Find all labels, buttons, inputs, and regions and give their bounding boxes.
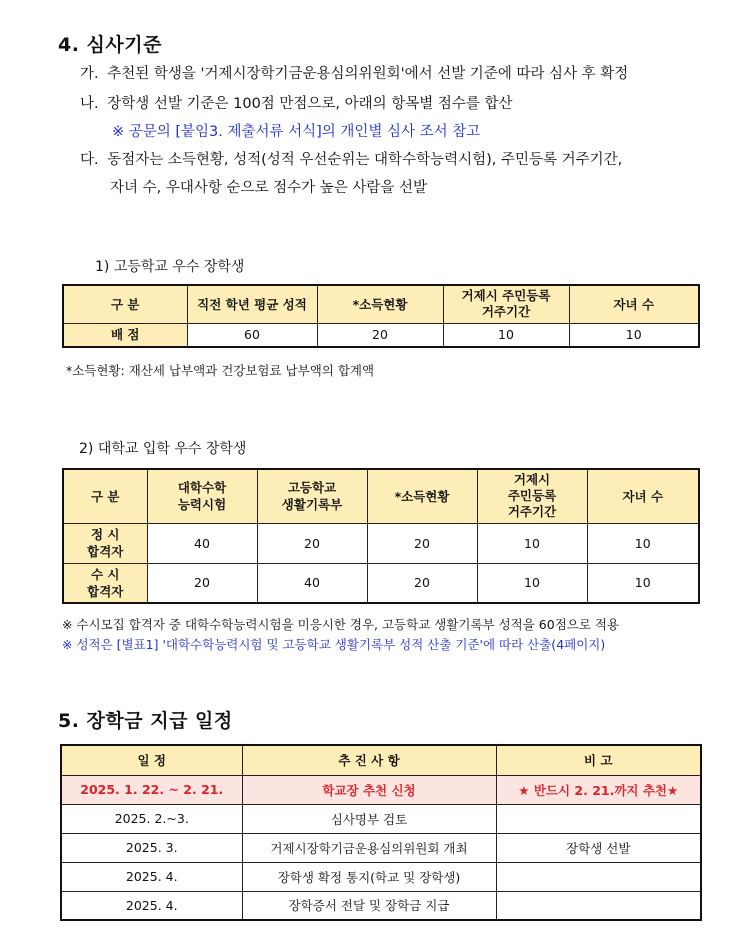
table1-header: 자녀 수 — [569, 285, 699, 323]
schedule-task: 장학증서 전달 및 장학금 지급 — [242, 891, 496, 920]
schedule-note — [496, 891, 701, 920]
table1-header: 직전 학년 평균 성적 — [187, 285, 317, 323]
item-marker: 다. — [80, 152, 99, 168]
table-cell: 40 — [257, 563, 367, 603]
table-row — [61, 804, 701, 833]
table-cell: 10 — [477, 563, 587, 603]
table-cell: 20 — [367, 563, 477, 603]
item-marker: 나. — [80, 96, 99, 112]
table1-header: *소득현황 — [317, 285, 443, 323]
table-cell: 10 — [443, 323, 569, 347]
schedule-header-row — [61, 745, 701, 775]
item-reference-note: ※ 공문의 [붙임3. 제출서류 서식]의 개인별 심사 조서 참고 — [112, 124, 481, 140]
table-cell: 10 — [569, 323, 699, 347]
schedule-header: 일 정 — [61, 745, 242, 775]
table-row — [61, 891, 701, 920]
item-da-continued: 자녀 수, 우대사항 순으로 점수가 높은 사람을 선발 — [110, 180, 428, 196]
table2-header: 거제시 주민등록 거주기간 — [477, 469, 587, 523]
table1-header: 구 분 — [63, 285, 187, 323]
table-row — [61, 862, 701, 891]
item-ga — [80, 62, 628, 83]
table2-header: 구 분 — [63, 469, 147, 523]
section4-title: 4. 심사기준 — [58, 34, 162, 56]
schedule-note: 장학생 선발 — [496, 833, 701, 862]
table-cell: 40 — [147, 523, 257, 563]
schedule-task: 심사명부 검토 — [242, 804, 496, 833]
schedule-date: 2025. 1. 22. ~ 2. 21. — [61, 775, 242, 804]
section5-title: 5. 장학금 지급 일정 — [58, 710, 233, 732]
schedule-date: 2025. 2.~3. — [61, 804, 242, 833]
table1-footnote: *소득현황: 재산세 납부액과 건강보험료 납부액의 합계액 — [66, 363, 375, 378]
schedule-note: ★ 반드시 2. 21.까지 추천★ — [496, 775, 701, 804]
schedule-task: 학교장 추천 신청 — [242, 775, 496, 804]
table-row — [61, 833, 701, 862]
table-row — [61, 775, 701, 804]
table2-header: *소득현황 — [367, 469, 477, 523]
table2-header-row — [63, 469, 699, 523]
table-cell: 10 — [587, 563, 699, 603]
item-text: 동점자는 소득현황, 성적(성적 우선순위는 대학수학능력시험), 주민등록 거주기간, — [107, 152, 623, 168]
table-cell: 10 — [477, 523, 587, 563]
schedule-header: 비 고 — [496, 745, 701, 775]
schedule-note — [496, 862, 701, 891]
table2-row-label: 수 시 합격자 — [63, 563, 147, 603]
table-cell: 10 — [587, 523, 699, 563]
table-row — [63, 563, 699, 603]
table1-caption: 1) 고등학교 우수 장학생 — [95, 259, 245, 275]
item-na — [80, 92, 513, 113]
table2-row-label: 정 시 합격자 — [63, 523, 147, 563]
table-cell: 20 — [317, 323, 443, 347]
schedule-task: 거제시장학기금운용심의위원회 개최 — [242, 833, 496, 862]
item-marker: 가. — [80, 66, 99, 82]
table2-header: 자녀 수 — [587, 469, 699, 523]
table1 — [62, 284, 700, 348]
table-cell: 20 — [257, 523, 367, 563]
schedule-date: 2025. 3. — [61, 833, 242, 862]
table-cell: 20 — [147, 563, 257, 603]
table2-note-2: ※ 성적은 [별표1] '대학수학능력시험 및 고등학교 생활기록부 성적 산출 기준'에 따라 산출(4페이지) — [62, 637, 606, 652]
schedule-note — [496, 804, 701, 833]
table1-header: 거제시 주민등록 거주기간 — [443, 285, 569, 323]
table-cell: 60 — [187, 323, 317, 347]
table-row — [63, 323, 699, 347]
table2-header: 대학수학 능력시험 — [147, 469, 257, 523]
table-row — [63, 523, 699, 563]
table-cell: 20 — [367, 523, 477, 563]
table2-caption: 2) 대학교 입학 우수 장학생 — [79, 441, 247, 457]
schedule-table — [60, 744, 702, 921]
item-text: 장학생 선발 기준은 100점 만점으로, 아래의 항목별 점수를 합산 — [107, 96, 513, 112]
schedule-header: 추 진 사 항 — [242, 745, 496, 775]
table2-note-1: ※ 수시모집 합격자 중 대학수학능력시험을 미응시한 경우, 고등학교 생활기록부 성적을 60점으로 적용 — [62, 617, 620, 632]
schedule-date: 2025. 4. — [61, 891, 242, 920]
item-text: 추천된 학생을 '거제시장학기금운용심의위원회'에서 선발 기준에 따라 심사 후 확정 — [107, 66, 629, 82]
schedule-task: 장학생 확정 통지(학교 및 장학생) — [242, 862, 496, 891]
table2-header: 고등학교 생활기록부 — [257, 469, 367, 523]
table1-row-label: 배 점 — [63, 323, 187, 347]
table1-header-row — [63, 285, 699, 323]
item-da — [80, 148, 622, 169]
table2 — [62, 468, 700, 604]
schedule-date: 2025. 4. — [61, 862, 242, 891]
